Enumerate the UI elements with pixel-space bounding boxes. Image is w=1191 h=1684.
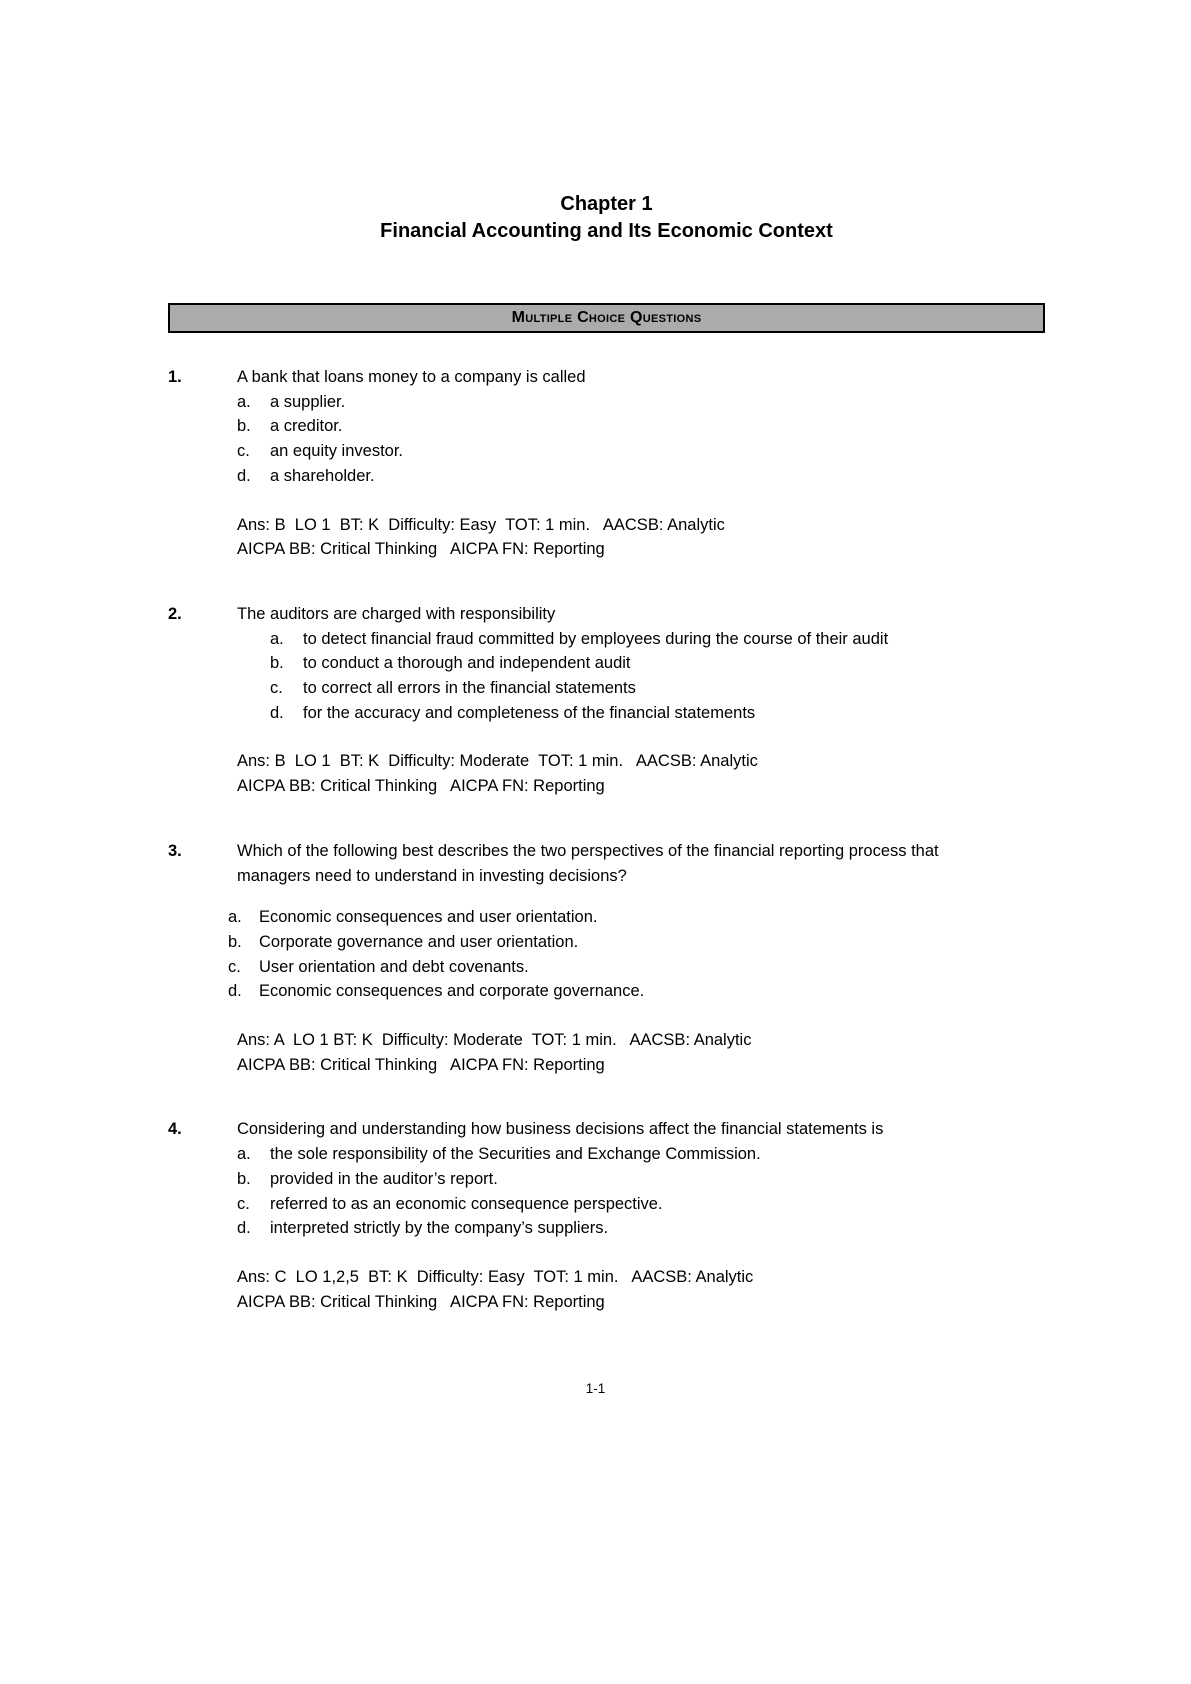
option-letter: b. (237, 1169, 251, 1188)
option-c (237, 439, 1045, 464)
questions-list (168, 365, 1045, 1314)
question-body (237, 1117, 1045, 1314)
answer-line-2: AICPA BB: Critical Thinking AICPA FN: Reporting (237, 777, 605, 796)
option-letter: d. (270, 703, 284, 722)
option-text: a creditor. (270, 417, 343, 436)
option-letter: d. (228, 982, 242, 1001)
option-d (228, 979, 1045, 1004)
section-banner: Multiple Choice Questions (168, 303, 1045, 333)
option-letter: a. (270, 629, 284, 648)
option-text: a shareholder. (270, 466, 375, 485)
option-text: interpreted strictly by the company’s suppliers. (270, 1219, 609, 1238)
answer-line-2: AICPA BB: Critical Thinking AICPA FN: Reporting (237, 1292, 605, 1311)
option-text: to detect financial fraud committed by employees during the course of their audit (303, 629, 889, 648)
option-text: a supplier. (270, 392, 346, 411)
option-text: an equity investor. (270, 442, 403, 461)
options-list (237, 390, 1045, 489)
question-4 (168, 1117, 1045, 1314)
chapter-title-line2: Financial Accounting and Its Economic Context (380, 220, 833, 242)
option-c (228, 955, 1045, 980)
question-number: 4. (168, 1120, 182, 1139)
option-b (237, 1167, 1045, 1192)
option-d (270, 701, 1045, 726)
option-text: to correct all errors in the financial statements (303, 679, 636, 698)
option-letter: b. (237, 417, 251, 436)
question-number: 2. (168, 604, 182, 623)
answer-block (237, 749, 1045, 798)
option-c (237, 1192, 1045, 1217)
option-a (270, 627, 1045, 652)
option-text: Economic consequences and user orientation. (259, 908, 598, 927)
option-a (237, 1142, 1045, 1167)
option-text: Economic consequences and corporate governance. (259, 982, 645, 1001)
question-number: 3. (168, 841, 182, 860)
option-text: referred to as an economic consequence perspective. (270, 1194, 663, 1213)
answer-block (237, 513, 1045, 562)
answer-block (237, 1028, 1045, 1077)
option-text: provided in the auditor’s report. (270, 1169, 498, 1188)
option-letter: b. (270, 654, 284, 673)
option-letter: c. (237, 442, 250, 461)
option-text: Corporate governance and user orientation. (259, 932, 579, 951)
question-stem: A bank that loans money to a company is called (237, 368, 586, 386)
chapter-title (168, 191, 1045, 245)
answer-line-2: AICPA BB: Critical Thinking AICPA FN: Reporting (237, 1055, 605, 1074)
question-body (228, 839, 1045, 1078)
question-2 (168, 602, 1045, 799)
option-letter: a. (228, 908, 242, 927)
option-d (237, 1216, 1045, 1241)
option-letter: d. (237, 466, 251, 485)
options-list (237, 1142, 1045, 1241)
answer-line-1: Ans: C LO 1,2,5 BT: K Difficulty: Easy TOT: 1 min. AACSB: Analytic (237, 1267, 754, 1286)
chapter-title-line1: Chapter 1 (560, 193, 653, 215)
option-letter: a. (237, 1145, 251, 1164)
answer-line-2: AICPA BB: Critical Thinking AICPA FN: Reporting (237, 540, 605, 559)
question-stem: Considering and understanding how business decisions affect the financial statements is (237, 1120, 884, 1139)
option-text: for the accuracy and completeness of the financial statements (303, 703, 756, 722)
question-number: 1. (168, 368, 182, 386)
option-letter: c. (237, 1194, 250, 1213)
question-body (237, 365, 1045, 562)
question-body (237, 602, 1045, 799)
option-letter: a. (237, 392, 251, 411)
page-number: 1-1 (585, 1381, 606, 1396)
option-c (270, 676, 1045, 701)
question-1 (168, 365, 1045, 562)
option-a (228, 905, 1045, 930)
option-text: User orientation and debt covenants. (259, 957, 529, 976)
option-letter: c. (228, 957, 241, 976)
question-stem: Which of the following best describes the two perspectives of the financial reporting process that managers need to understand in investing decisions? (237, 841, 939, 885)
answer-line-1: Ans: B LO 1 BT: K Difficulty: Moderate TOT: 1 min. AACSB: Analytic (237, 752, 758, 771)
option-b (228, 930, 1045, 955)
answer-line-1: Ans: A LO 1 BT: K Difficulty: Moderate TOT: 1 min. AACSB: Analytic (237, 1031, 752, 1050)
option-b (270, 651, 1045, 676)
option-text: the sole responsibility of the Securities and Exchange Commission. (270, 1145, 761, 1164)
option-d (237, 464, 1045, 489)
option-letter: b. (228, 932, 242, 951)
option-b (237, 414, 1045, 439)
option-text: to conduct a thorough and independent audit (303, 654, 631, 673)
options-list (228, 905, 1045, 1004)
options-list (270, 627, 1045, 726)
option-a (237, 390, 1045, 415)
answer-line-1: Ans: B LO 1 BT: K Difficulty: Easy TOT: 1 min. AACSB: Analytic (237, 515, 725, 534)
question-3 (168, 839, 1045, 1078)
question-stem: The auditors are charged with responsibility (237, 604, 556, 623)
option-letter: d. (237, 1219, 251, 1238)
answer-block (237, 1265, 1045, 1314)
option-letter: c. (270, 679, 283, 698)
